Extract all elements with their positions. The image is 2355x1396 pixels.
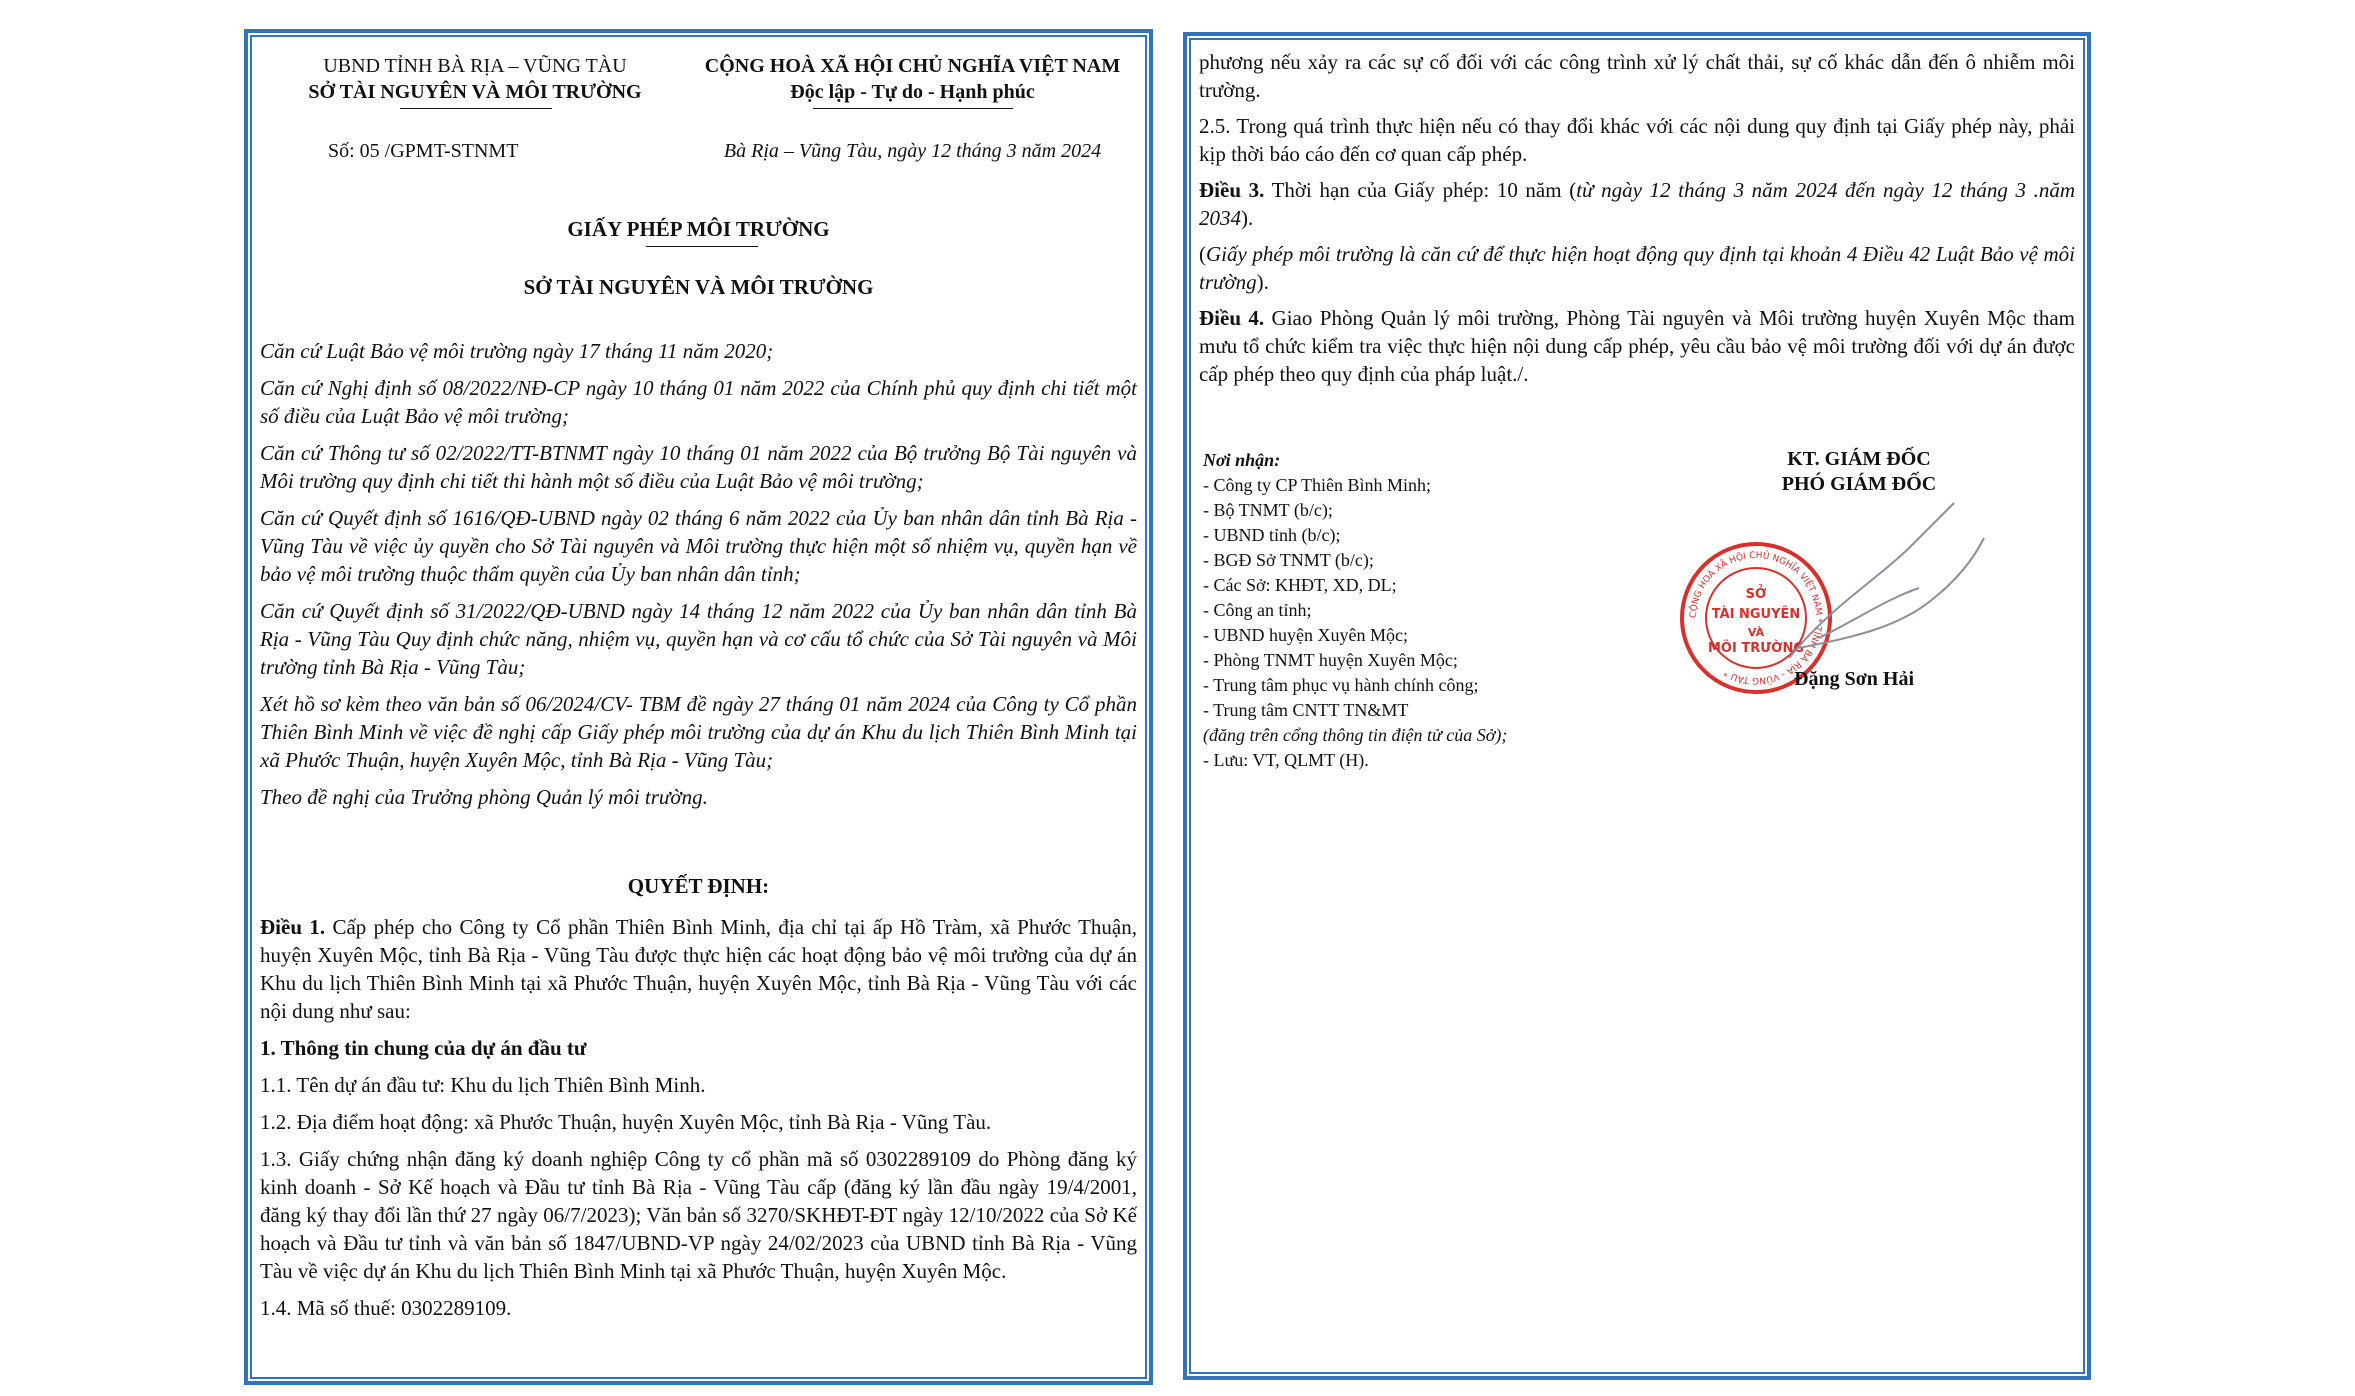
basis-item: Xét hồ sơ kèm theo văn bản số 06/2024/CV- TBM đề ngày 27 tháng 01 năm 2024 của Công ty Cổ phần Thiên Bình Minh về việc đề nghị cấp Giấy phép môi trường của dự án Khu du lịch Thiên Bình Minh tại xã Phước Thuận, huyện Xuyên Mộc, tỉnh Bà Rịa - Vũng Tàu; xyxy=(260,692,1137,772)
recipients-block xyxy=(1203,448,1507,773)
page-2-content xyxy=(1199,48,2075,1364)
recipient-item: - Trung tâm phục vụ hành chính công; xyxy=(1203,675,1479,695)
article-3-end: ). xyxy=(1241,206,1254,230)
article-3 xyxy=(1199,176,2075,232)
item-1-3: 1.3. Giấy chứng nhận đăng ký doanh nghiệp Công ty cổ phần mã số 0302289109 do Phòng đăng ký kinh doanh - Sở Kế hoạch và Đầu tư tỉnh Bà Rịa - Vũng Tàu cấp (đăng ký lần đầu ngày 19/4/2001, đăng ký thay đổi lần thứ 27 ngày 06/7/2023); Văn bản số 3270/SKHĐT-ĐT ngày 12/10/2022 của Sở Kế hoạch và Đầu tư tỉnh và văn bản số 1847/UBND-VP ngày 24/02/2023 của UBND tỉnh Bà Rịa - Vũng Tàu về việc dự án Khu du lịch Thiên Bình Minh tại xã Phước Thuận, huyện Xuyên Mộc. xyxy=(260,1147,1137,1283)
document-page-2 xyxy=(1183,32,2091,1380)
article-3-label: Điều 3. xyxy=(1199,178,1265,202)
note-open: ( xyxy=(1199,242,1206,266)
article-4-text: Giao Phòng Quản lý môi trường, Phòng Tài nguyên và Môi trường huyện Xuyên Mộc tham mưu tổ chức kiểm tra việc thực hiện nội dung cấp phép, yêu cầu bảo vệ môi trường đối với dự án được cấp phép theo quy định của pháp luật./. xyxy=(1199,306,2076,386)
note-text: Giấy phép môi trường là căn cứ để thực hiện hoạt động quy định tại khoản 4 Điều 42 Luật Bảo vệ môi trường xyxy=(1199,242,2075,294)
agency-name: UBND TỈNH BÀ RỊA – VŨNG TÀU xyxy=(323,55,627,77)
article-1-text: Cấp phép cho Công ty Cổ phần Thiên Bình Minh, địa chỉ tại ấp Hồ Tràm, xã Phước Thuận, huyện Xuyên Mộc, tỉnh Bà Rịa - Vũng Tàu được thực hiện các hoạt động bảo vệ môi trường của dự án Khu du lịch Thiên Bình Minh tại xã Phước Thuận, huyện Xuyên Mộc, tỉnh Bà Rịa - Vũng Tàu với các nội dung như sau: xyxy=(260,915,1137,1023)
basis-item: Căn cứ Quyết định số 31/2022/QĐ-UBND ngày 14 tháng 12 năm 2022 của Ủy ban nhân dân tỉnh Bà Rịa - Vũng Tàu Quy định chức năng, nhiệm vụ, quyền hạn và cơ cấu tổ chức của Sở Tài nguyên và Môi trường tỉnh Bà Rịa - Vũng Tàu; xyxy=(260,599,1137,679)
issuer-name: SỞ TÀI NGUYÊN VÀ MÔI TRƯỜNG xyxy=(523,275,874,299)
article-4-label: Điều 4. xyxy=(1199,306,1265,330)
document-number: Số: 05 /GPMT-STNMT xyxy=(328,140,519,162)
recipient-item: - Phòng TNMT huyện Xuyên Mộc; xyxy=(1203,650,1458,670)
page-1-content xyxy=(260,45,1137,1369)
seal-center-line: MÔI TRƯỜNG xyxy=(1708,641,1804,656)
seal-center-line: TÀI NGUYÊN xyxy=(1711,607,1801,622)
national-motto: Độc lập - Tự do - Hạnh phúc xyxy=(790,81,1035,103)
signature-scribble xyxy=(1759,488,1999,688)
sign-title-2: PHÓ GIÁM ĐỐC xyxy=(1781,473,1937,495)
section-1-heading: 1. Thông tin chung của dự án đầu tư xyxy=(260,1036,587,1060)
recipient-item: - UBND tỉnh (b/c); xyxy=(1203,525,1341,545)
legal-note xyxy=(1199,240,2075,296)
header-left-rule xyxy=(400,108,552,109)
item-1-1: 1.1. Tên dự án đầu tư: Khu du lịch Thiên Bình Minh. xyxy=(260,1073,706,1097)
seal-ring-text: CỘNG HOÀ XÃ HỘI CHỦ NGHĨA VIỆT NAM * TỈNH BÀ RỊA - VŨNG TÀU * xyxy=(1688,550,1824,686)
signer-name: Đặng Sơn Hải xyxy=(1794,668,1914,690)
country-name: CỘNG HOÀ XÃ HỘI CHỦ NGHĨA VIỆT NAM xyxy=(704,55,1121,77)
signature-stroke xyxy=(1789,503,1984,658)
basis-item: Căn cứ Thông tư số 02/2022/TT-BTNMT ngày 10 tháng 01 năm 2022 của Bộ trưởng Bộ Tài nguyên và Môi trường quy định chi tiết thi hành một số điều của Luật Bảo vệ môi trường; xyxy=(260,441,1137,493)
item-1-4: 1.4. Mã số thuế: 0302289109. xyxy=(260,1296,512,1320)
recipient-item: - Bộ TNMT (b/c); xyxy=(1203,500,1333,520)
recipients-heading: Nơi nhận: xyxy=(1203,450,1281,470)
recipient-item: - Công an tỉnh; xyxy=(1203,600,1312,620)
article-3-dates: từ ngày 12 tháng 3 năm 2024 đến ngày 12 tháng 3 .năm 2034 xyxy=(1199,178,2075,230)
recipient-item: - Công ty CP Thiên Bình Minh; xyxy=(1203,475,1432,495)
basis-item: Căn cứ Luật Bảo vệ môi trường ngày 17 tháng 11 năm 2020; xyxy=(260,339,774,363)
basis-item: Căn cứ Nghị định số 08/2022/NĐ-CP ngày 10 tháng 01 năm 2022 của Chính phủ quy định chi tiết một số điều của Luật Bảo vệ môi trường; xyxy=(260,376,1137,428)
department-name: SỞ TÀI NGUYÊN VÀ MÔI TRƯỜNG xyxy=(308,81,642,103)
place-date: Bà Rịa – Vũng Tàu, ngày 12 tháng 3 năm 2024 xyxy=(723,140,1102,162)
article-4 xyxy=(1199,304,2075,388)
recipient-item: - Lưu: VT, QLMT (H). xyxy=(1203,750,1369,770)
header-right-rule xyxy=(813,108,1013,109)
sign-title-1: KT. GIÁM ĐỐC xyxy=(1787,448,1931,470)
decision-body xyxy=(260,913,1137,1322)
item-2-5: 2.5. Trong quá trình thực hiện nếu có thay đổi khác với các nội dung quy định tại Giấy phép này, phải kịp thời báo cáo đến cơ quan cấp phép. xyxy=(1199,114,2075,166)
document-title: GIẤY PHÉP MÔI TRƯỜNG xyxy=(567,217,830,241)
recipient-item: - UBND huyện Xuyên Mộc; xyxy=(1203,625,1408,645)
recipient-item: - Các Sở: KHĐT, XD, DL; xyxy=(1203,575,1397,595)
legal-bases xyxy=(260,337,1137,811)
item-1-2: 1.2. Địa điểm hoạt động: xã Phước Thuận, huyện Xuyên Mộc, tỉnh Bà Rịa - Vũng Tàu. xyxy=(260,1110,992,1134)
decision-heading: QUYẾT ĐỊNH: xyxy=(627,874,770,898)
title-rule xyxy=(646,246,758,247)
seal-center-line: VÀ xyxy=(1747,626,1765,639)
article-1 xyxy=(260,913,1137,1025)
article-1-label: Điều 1. xyxy=(260,915,326,939)
page-2-body xyxy=(1199,48,2075,388)
continued-text: phương nếu xảy ra các sự cố đối với các công trình xử lý chất thải, sự cố khác dẫn đến ô nhiễm môi trường. xyxy=(1199,50,2075,102)
document-page-1 xyxy=(244,29,1153,1385)
note-close: ). xyxy=(1256,270,1269,294)
basis-item: Căn cứ Quyết định số 1616/QĐ-UBND ngày 02 tháng 6 năm 2022 của Ủy ban nhân dân tỉnh Bà Rịa - Vũng Tàu về việc ủy quyền cho Sở Tài nguyên và Môi trường thực hiện một số nhiệm vụ, quyền hạn về bảo vệ môi trường thuộc thẩm quyền của Ủy ban nhân dân tỉnh; xyxy=(260,506,1137,586)
seal-center-line: SỞ xyxy=(1745,587,1767,602)
recipients-note: (đăng trên cổng thông tin điện tử của Sở); xyxy=(1203,725,1508,745)
recipient-item: - BGĐ Sở TNMT (b/c); xyxy=(1203,550,1374,570)
basis-item: Theo đề nghị của Trưởng phòng Quản lý môi trường. xyxy=(260,785,708,809)
article-3-text: Thời hạn của Giấy phép: 10 năm ( xyxy=(1264,178,1577,202)
recipient-item: - Trung tâm CNTT TN&MT xyxy=(1203,700,1409,720)
